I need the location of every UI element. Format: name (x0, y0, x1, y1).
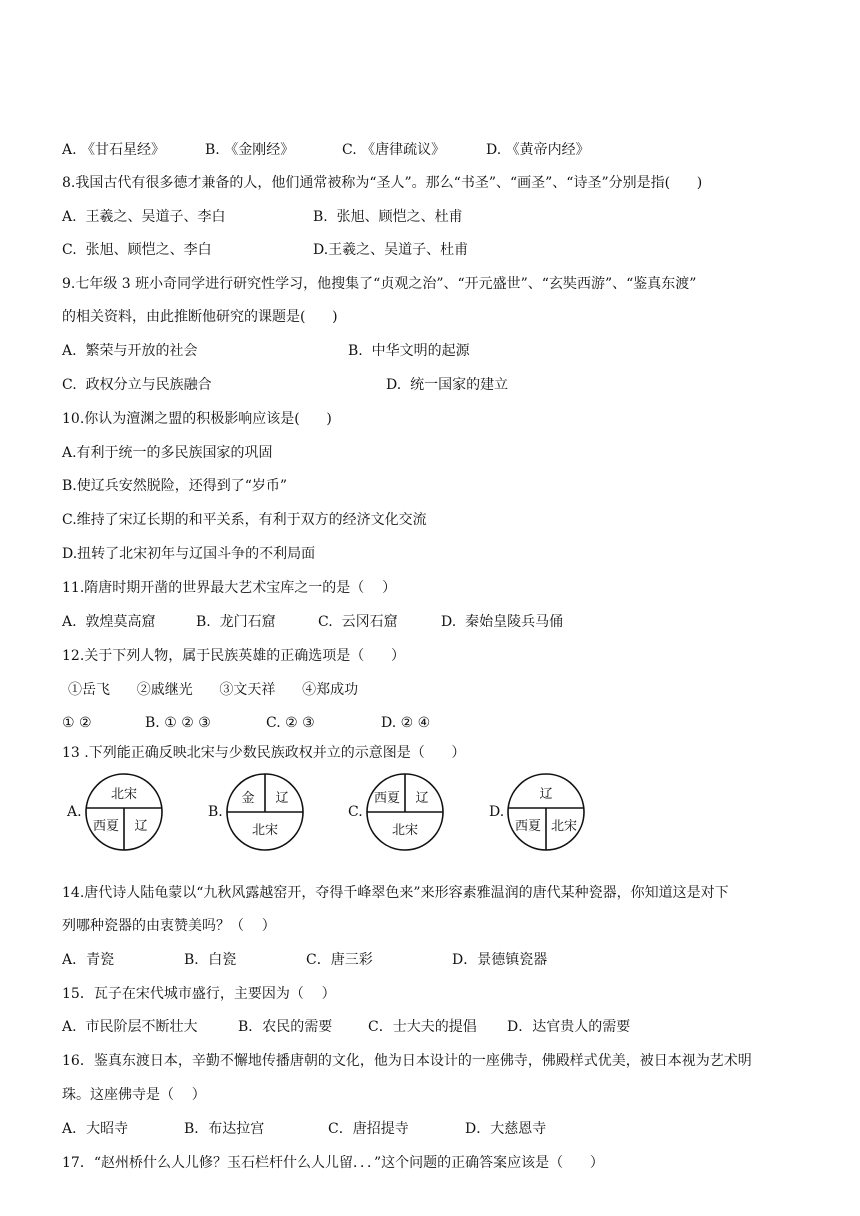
q13-option-b-label: B. (208, 804, 223, 820)
q10-option-b: B.使辽兵安然脱险，还得到了“岁币” (62, 478, 288, 494)
q9-option-b: B. 中华文明的起源 (348, 343, 470, 359)
q8-option-b: B. 张旭、顾恺之、杜甫 (313, 209, 463, 225)
q16-stem-line1: 16．鉴真东渡日本，辛勤不懈地传播唐朝的文化，他为日本设计的一座佛寺，佛殿样式优美，被日本视为艺术明 (62, 1053, 752, 1069)
q15-option-b: B．农民的需要 (238, 1019, 333, 1035)
q13-d-bottom-left-label: 西夏 (514, 819, 542, 834)
q14-option-b: B．白瓷 (184, 952, 237, 968)
q9-option-d: D. 统一国家的建立 (386, 377, 509, 393)
q13-b-bottom-label: 北宋 (251, 823, 279, 838)
q14-option-a: A．青瓷 (62, 952, 115, 968)
q11-option-d: D. 秦始皇陵兵马俑 (441, 614, 564, 630)
q9-stem-line1: 9.七年级 3 班小奇同学进行研究性学习，他搜集了“贞观之治”、“开元盛世”、“玄奘西游”、“鉴真东渡” (62, 276, 697, 292)
q16-option-c: C．唐招提寺 (328, 1121, 409, 1137)
q10-option-c: C.维持了宋辽长期的和平关系，有利于双方的经济文化交流 (62, 512, 427, 528)
q8-option-c: C. 张旭、顾恺之、李白 (62, 242, 212, 258)
q15-option-d: D．达官贵人的需要 (507, 1019, 631, 1035)
q13-option-c-diagram (365, 772, 445, 852)
q10-option-a: A.有利于统一的多民族国家的巩固 (62, 445, 273, 461)
q13-a-bottom-left-label: 西夏 (92, 819, 120, 834)
q13-option-b-diagram (225, 772, 305, 852)
q13-d-top-label: 辽 (539, 787, 553, 802)
q13-d-bottom-right-label: 北宋 (550, 819, 578, 834)
q10-stem: 10.你认为澶渊之盟的积极影响应该是( ) (62, 411, 332, 427)
q9-stem-line2: 的相关资料，由此推断他研究的课题是( ) (62, 309, 338, 325)
q13-a-top-label: 北宋 (110, 787, 138, 802)
q14-stem-line2: 列哪种瓷器的由衷赞美吗？（ ） (62, 918, 276, 934)
q7-option-b: B. 《金刚经》 (205, 142, 295, 158)
q16-stem-line2: 珠。这座佛寺是（ ） (62, 1087, 206, 1103)
q11-option-c: C. 云冈石窟 (318, 614, 398, 630)
q15-option-a: A. 市民阶层不断壮大 (62, 1019, 198, 1035)
q16-option-a: A．大昭寺 (62, 1121, 129, 1137)
q11-option-b: B. 龙门石窟 (196, 614, 276, 630)
q12-option-b: B. ① ② ③ (145, 715, 211, 731)
q16-option-b: B．布达拉宫 (184, 1121, 265, 1137)
q13-a-bottom-right-label: 辽 (134, 819, 148, 834)
q15-stem: 15．瓦子在宋代城市盛行，主要因为（ ） (62, 986, 336, 1002)
q8-option-a: A. 王羲之、吴道子、李白 (62, 209, 226, 225)
q13-c-top-left-label: 西夏 (373, 791, 401, 806)
q12-option-d: D. ② ④ (381, 715, 431, 731)
q13-option-c-label: C. (348, 804, 363, 820)
q11-stem: 11.隋唐时期开凿的世界最大艺术宝库之一的是（ ） (62, 580, 397, 596)
q7-option-a: A. 《甘石星经》 (62, 142, 166, 158)
q12-option-a: ① ② (62, 715, 92, 731)
q17-stem: 17．“赵州桥什么人儿修？玉石栏杆什么人儿留．．．”这个问题的正确答案应该是（ ） (62, 1155, 604, 1171)
q12-stem: 12.关于下列人物，属于民族英雄的正确选项是（ ） (62, 648, 405, 664)
q12-option-c: C. ② ③ (266, 715, 315, 731)
q11-option-a: A. 敦煌莫高窟 (62, 614, 156, 630)
q13-option-d-diagram (506, 772, 586, 852)
q16-option-d: D．大慈恩寺 (465, 1121, 547, 1137)
q13-b-top-right-label: 辽 (275, 791, 289, 806)
q12-items: ①岳飞 ②戚继光 ③文天祥 ④郑成功 (68, 682, 359, 698)
q15-option-c: C．士大夫的提倡 (368, 1019, 477, 1035)
q13-option-d-label: D. (489, 804, 505, 820)
q13-c-top-right-label: 辽 (415, 791, 429, 806)
q8-option-d: D.王羲之、吴道子、杜甫 (313, 242, 469, 258)
q7-option-d: D. 《黄帝内经》 (486, 142, 590, 158)
q13-stem: 13 .下列能正确反映北宋与少数民族政权并立的示意图是（ ） (62, 745, 466, 761)
q14-option-d: D．景德镇瓷器 (452, 952, 548, 968)
q13-option-a-diagram (84, 772, 164, 852)
q8-stem: 8.我国古代有很多德才兼备的人，他们通常被称为“圣人”。那么“书圣”、“画圣”、“诗圣”分别是指( ) (62, 175, 703, 191)
q13-c-bottom-label: 北宋 (391, 823, 419, 838)
q13-option-a-label: A. (67, 804, 82, 820)
q14-stem-line1: 14.唐代诗人陆龟蒙以“九秋风露越窑开，夺得千峰翠色来”来形容素雅温润的唐代某种瓷器，你知道这是对下 (62, 885, 729, 901)
q10-option-d: D.扭转了北宋初年与辽国斗争的不利局面 (62, 546, 316, 562)
q13-b-top-left-label: 金 (241, 791, 255, 806)
q14-option-c: C．唐三彩 (306, 952, 373, 968)
q9-option-c: C. 政权分立与民族融合 (62, 377, 212, 393)
q9-option-a: A. 繁荣与开放的社会 (62, 343, 198, 359)
q7-option-c: C. 《唐律疏议》 (342, 142, 446, 158)
